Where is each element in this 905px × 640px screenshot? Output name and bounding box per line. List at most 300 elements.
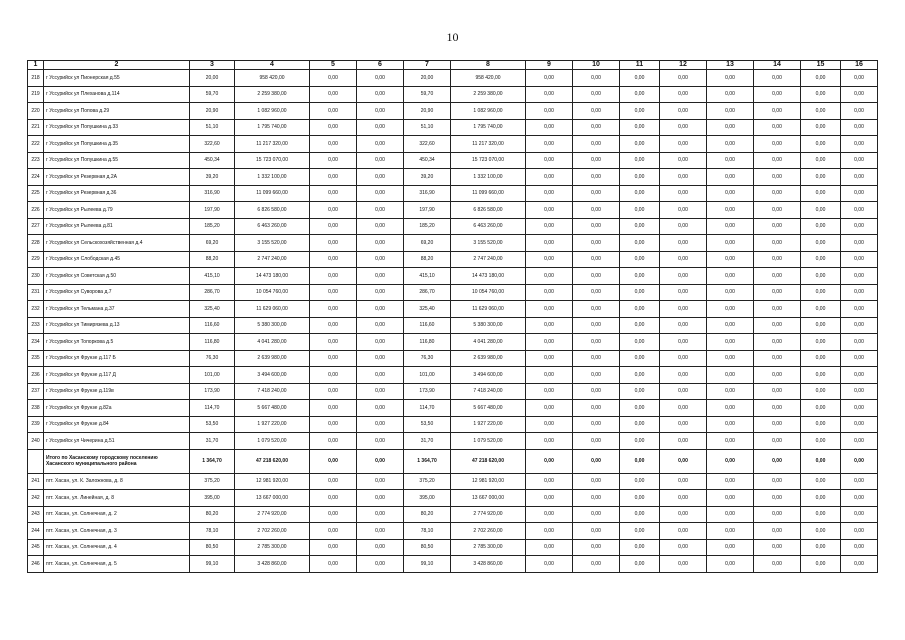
value-cell: 0,00: [754, 86, 801, 103]
value-cell: 0,00: [801, 103, 841, 120]
value-cell: 0,00: [660, 350, 707, 367]
value-cell: 0,00: [620, 490, 660, 507]
value-cell: 0,00: [754, 169, 801, 186]
value-cell: 0,00: [526, 202, 573, 219]
address-cell: г Уссурийск ул Попушкина д.55: [44, 152, 190, 169]
value-cell: 0,00: [310, 367, 357, 384]
value-cell: 0,00: [620, 103, 660, 120]
value-cell: 53,50: [190, 416, 235, 433]
col-header: 9: [526, 61, 573, 70]
value-cell: 0,00: [526, 473, 573, 490]
value-cell: 11 099 660,00: [235, 185, 310, 202]
value-cell: 0,00: [573, 449, 620, 473]
row-number-cell: 232: [28, 301, 44, 318]
value-cell: 69,20: [404, 235, 451, 252]
value-cell: 0,00: [573, 136, 620, 153]
value-cell: 0,00: [620, 367, 660, 384]
value-cell: 116,60: [404, 317, 451, 334]
value-cell: 1 795 740,00: [451, 119, 526, 136]
value-cell: 0,00: [707, 433, 754, 450]
value-cell: 0,00: [526, 350, 573, 367]
value-cell: 0,00: [707, 383, 754, 400]
value-cell: 0,00: [573, 235, 620, 252]
value-cell: 0,00: [801, 449, 841, 473]
subtotal-row: [28, 449, 878, 473]
value-cell: 0,00: [620, 185, 660, 202]
table-body: [28, 70, 878, 573]
col-header: 7: [404, 61, 451, 70]
value-cell: 0,00: [660, 556, 707, 573]
value-cell: 0,00: [310, 506, 357, 523]
value-cell: 0,00: [660, 473, 707, 490]
col-header: 16: [841, 61, 878, 70]
value-cell: 0,00: [310, 119, 357, 136]
value-cell: 2 785 300,00: [235, 539, 310, 556]
value-cell: 0,00: [841, 169, 878, 186]
value-cell: 0,00: [310, 251, 357, 268]
value-cell: 395,00: [404, 490, 451, 507]
value-cell: 0,00: [310, 169, 357, 186]
value-cell: 0,00: [573, 169, 620, 186]
value-cell: 0,00: [841, 506, 878, 523]
value-cell: 47 218 620,00: [451, 449, 526, 473]
value-cell: 0,00: [801, 383, 841, 400]
value-cell: 0,00: [310, 317, 357, 334]
value-cell: 11 217 320,00: [451, 136, 526, 153]
table-row: [28, 400, 878, 417]
address-cell: г Уссурийск ул Фрунзе д.82а: [44, 400, 190, 417]
value-cell: 0,00: [526, 185, 573, 202]
value-cell: 0,00: [310, 350, 357, 367]
col-header: 13: [707, 61, 754, 70]
value-cell: 3 494 600,00: [451, 367, 526, 384]
value-cell: 0,00: [754, 539, 801, 556]
address-cell: г Уссурийск ул Сельскохозяйственная д.4: [44, 235, 190, 252]
value-cell: 0,00: [754, 523, 801, 540]
table-row: [28, 506, 878, 523]
value-cell: 0,00: [754, 490, 801, 507]
table-row: [28, 317, 878, 334]
value-cell: 0,00: [310, 86, 357, 103]
value-cell: 0,00: [357, 103, 404, 120]
value-cell: 3 494 600,00: [235, 367, 310, 384]
col-header: 10: [573, 61, 620, 70]
value-cell: 0,00: [707, 103, 754, 120]
value-cell: 0,00: [841, 383, 878, 400]
value-cell: 12 981 920,00: [451, 473, 526, 490]
value-cell: 0,00: [707, 169, 754, 186]
value-cell: 0,00: [573, 556, 620, 573]
table-row: [28, 86, 878, 103]
table-row: [28, 185, 878, 202]
value-cell: 10 054 760,00: [451, 284, 526, 301]
row-number-cell: 236: [28, 367, 44, 384]
value-cell: 1 332 100,00: [451, 169, 526, 186]
value-cell: 0,00: [357, 301, 404, 318]
table-row: [28, 152, 878, 169]
row-number-cell: 237: [28, 383, 44, 400]
value-cell: 0,00: [357, 350, 404, 367]
table-row: [28, 367, 878, 384]
value-cell: 0,00: [841, 103, 878, 120]
value-cell: 0,00: [357, 367, 404, 384]
value-cell: 0,00: [660, 235, 707, 252]
value-cell: 1 927 220,00: [235, 416, 310, 433]
row-number-cell: 246: [28, 556, 44, 573]
value-cell: 0,00: [310, 152, 357, 169]
value-cell: 0,00: [526, 301, 573, 318]
value-cell: 958 420,00: [451, 70, 526, 87]
row-number-cell: 243: [28, 506, 44, 523]
value-cell: 0,00: [620, 449, 660, 473]
value-cell: 0,00: [526, 119, 573, 136]
value-cell: 0,00: [754, 506, 801, 523]
value-cell: 0,00: [841, 218, 878, 235]
value-cell: 4 041 280,00: [235, 334, 310, 351]
value-cell: 0,00: [754, 268, 801, 285]
value-cell: 20,90: [404, 103, 451, 120]
value-cell: 0,00: [754, 136, 801, 153]
value-cell: 2 259 380,00: [235, 86, 310, 103]
value-cell: 0,00: [573, 490, 620, 507]
value-cell: 0,00: [357, 218, 404, 235]
value-cell: 0,00: [660, 251, 707, 268]
value-cell: 0,00: [310, 301, 357, 318]
value-cell: 0,00: [526, 506, 573, 523]
value-cell: 0,00: [573, 70, 620, 87]
value-cell: 0,00: [841, 556, 878, 573]
row-number-cell: 241: [28, 473, 44, 490]
value-cell: 0,00: [801, 218, 841, 235]
value-cell: 0,00: [526, 334, 573, 351]
value-cell: 0,00: [357, 416, 404, 433]
row-number-cell: 223: [28, 152, 44, 169]
row-number-cell: 231: [28, 284, 44, 301]
value-cell: 0,00: [801, 350, 841, 367]
value-cell: 0,00: [841, 119, 878, 136]
value-cell: 0,00: [841, 251, 878, 268]
value-cell: 0,00: [841, 523, 878, 540]
value-cell: 0,00: [841, 400, 878, 417]
row-number-cell: 230: [28, 268, 44, 285]
value-cell: 0,00: [754, 367, 801, 384]
value-cell: 116,80: [190, 334, 235, 351]
col-header: 15: [801, 61, 841, 70]
value-cell: 88,20: [404, 251, 451, 268]
value-cell: 0,00: [801, 235, 841, 252]
value-cell: 20,00: [190, 70, 235, 87]
table-row: [28, 251, 878, 268]
value-cell: 0,00: [357, 334, 404, 351]
value-cell: 3 155 520,00: [235, 235, 310, 252]
value-cell: 0,00: [754, 218, 801, 235]
value-cell: 286,70: [404, 284, 451, 301]
value-cell: 0,00: [841, 301, 878, 318]
value-cell: 0,00: [620, 218, 660, 235]
value-cell: 0,00: [526, 449, 573, 473]
value-cell: 0,00: [801, 152, 841, 169]
value-cell: 0,00: [620, 317, 660, 334]
value-cell: 0,00: [754, 556, 801, 573]
value-cell: 0,00: [707, 490, 754, 507]
value-cell: 0,00: [660, 367, 707, 384]
value-cell: 0,00: [707, 284, 754, 301]
value-cell: 0,00: [310, 70, 357, 87]
value-cell: 5 667 480,00: [451, 400, 526, 417]
value-cell: 0,00: [660, 202, 707, 219]
value-cell: 20,00: [404, 70, 451, 87]
address-cell: пгт. Хасан, ул. Линейная, д. 8: [44, 490, 190, 507]
value-cell: 14 473 180,00: [235, 268, 310, 285]
value-cell: 0,00: [573, 284, 620, 301]
value-cell: 0,00: [573, 301, 620, 318]
value-cell: 0,00: [310, 433, 357, 450]
value-cell: 0,00: [357, 251, 404, 268]
value-cell: 0,00: [573, 317, 620, 334]
value-cell: 0,00: [707, 251, 754, 268]
address-cell: пгт. Хасан, ул. К. Заложнова, д. 8: [44, 473, 190, 490]
value-cell: 0,00: [526, 433, 573, 450]
value-cell: 0,00: [526, 235, 573, 252]
value-cell: 0,00: [310, 185, 357, 202]
value-cell: 0,00: [754, 284, 801, 301]
value-cell: 0,00: [841, 185, 878, 202]
value-cell: 0,00: [620, 416, 660, 433]
value-cell: 0,00: [801, 433, 841, 450]
value-cell: 0,00: [573, 268, 620, 285]
value-cell: 1 927 220,00: [451, 416, 526, 433]
value-cell: 0,00: [526, 523, 573, 540]
value-cell: 51,10: [190, 119, 235, 136]
value-cell: 0,00: [526, 251, 573, 268]
value-cell: 0,00: [573, 400, 620, 417]
value-cell: 0,00: [841, 473, 878, 490]
value-cell: 114,70: [190, 400, 235, 417]
value-cell: 80,20: [404, 506, 451, 523]
value-cell: 0,00: [707, 367, 754, 384]
value-cell: 0,00: [707, 185, 754, 202]
value-cell: 0,00: [310, 490, 357, 507]
value-cell: 0,00: [620, 70, 660, 87]
col-header: 3: [190, 61, 235, 70]
value-cell: 76,30: [404, 350, 451, 367]
table-row: [28, 268, 878, 285]
value-cell: 0,00: [357, 473, 404, 490]
value-cell: 0,00: [357, 556, 404, 573]
value-cell: 11 629 060,00: [235, 301, 310, 318]
value-cell: 0,00: [754, 202, 801, 219]
address-cell: г Уссурийск ул Попушкина д.35: [44, 136, 190, 153]
value-cell: 415,10: [404, 268, 451, 285]
value-cell: 0,00: [573, 433, 620, 450]
address-cell: г Уссурийск ул Резервная д.36: [44, 185, 190, 202]
value-cell: 0,00: [620, 169, 660, 186]
table-row: [28, 539, 878, 556]
value-cell: 0,00: [660, 490, 707, 507]
col-header: 4: [235, 61, 310, 70]
header-row: [28, 61, 878, 70]
value-cell: 5 380 300,00: [235, 317, 310, 334]
value-cell: 0,00: [573, 185, 620, 202]
value-cell: 2 259 380,00: [451, 86, 526, 103]
col-header: 8: [451, 61, 526, 70]
value-cell: 11 099 660,00: [451, 185, 526, 202]
value-cell: 3 428 860,00: [235, 556, 310, 573]
value-cell: 0,00: [707, 235, 754, 252]
value-cell: 0,00: [707, 152, 754, 169]
value-cell: 0,00: [526, 284, 573, 301]
value-cell: 2 774 920,00: [235, 506, 310, 523]
value-cell: 197,90: [190, 202, 235, 219]
row-number-cell: 239: [28, 416, 44, 433]
value-cell: 1 082 960,00: [235, 103, 310, 120]
row-number-cell: 234: [28, 334, 44, 351]
col-header: 5: [310, 61, 357, 70]
address-cell: пгт. Хасан, ул. Солнечная, д. 3: [44, 523, 190, 540]
value-cell: 39,20: [404, 169, 451, 186]
value-cell: 0,00: [660, 70, 707, 87]
value-cell: 0,00: [660, 152, 707, 169]
value-cell: 53,50: [404, 416, 451, 433]
address-cell: г Уссурийск ул Советская д.50: [44, 268, 190, 285]
value-cell: 185,20: [190, 218, 235, 235]
value-cell: 325,40: [404, 301, 451, 318]
value-cell: 0,00: [754, 433, 801, 450]
row-number-cell: 229: [28, 251, 44, 268]
value-cell: 0,00: [526, 169, 573, 186]
value-cell: 0,00: [310, 416, 357, 433]
value-cell: 0,00: [573, 202, 620, 219]
value-cell: 0,00: [707, 119, 754, 136]
value-cell: 0,00: [754, 235, 801, 252]
value-cell: 101,00: [404, 367, 451, 384]
value-cell: 0,00: [660, 506, 707, 523]
value-cell: 12 981 920,00: [235, 473, 310, 490]
value-cell: 0,00: [620, 334, 660, 351]
value-cell: 0,00: [660, 284, 707, 301]
value-cell: 0,00: [754, 416, 801, 433]
value-cell: 101,00: [190, 367, 235, 384]
value-cell: 116,80: [404, 334, 451, 351]
value-cell: 0,00: [573, 251, 620, 268]
value-cell: 0,00: [660, 416, 707, 433]
table-row: [28, 119, 878, 136]
value-cell: 0,00: [573, 539, 620, 556]
row-number-cell: 227: [28, 218, 44, 235]
value-cell: 286,70: [190, 284, 235, 301]
value-cell: 0,00: [526, 136, 573, 153]
col-header: 6: [357, 61, 404, 70]
value-cell: 0,00: [707, 136, 754, 153]
value-cell: 0,00: [801, 490, 841, 507]
value-cell: 2 702 260,00: [451, 523, 526, 540]
row-number-cell: 218: [28, 70, 44, 87]
table-row: [28, 350, 878, 367]
value-cell: 0,00: [526, 103, 573, 120]
value-cell: 375,20: [190, 473, 235, 490]
value-cell: 6 463 260,00: [235, 218, 310, 235]
value-cell: 0,00: [707, 334, 754, 351]
address-cell: г Уссурийск ул Фрунзе д.117 Д: [44, 367, 190, 384]
value-cell: 0,00: [801, 334, 841, 351]
value-cell: 0,00: [526, 539, 573, 556]
value-cell: 1 079 520,00: [451, 433, 526, 450]
address-cell: г Уссурийск ул Фрунзе д.117 Б: [44, 350, 190, 367]
value-cell: 0,00: [357, 400, 404, 417]
value-cell: 0,00: [660, 301, 707, 318]
value-cell: 0,00: [573, 416, 620, 433]
value-cell: 0,00: [660, 103, 707, 120]
value-cell: 0,00: [707, 202, 754, 219]
table-row: [28, 473, 878, 490]
value-cell: 6 826 580,00: [235, 202, 310, 219]
value-cell: 0,00: [573, 119, 620, 136]
value-cell: 0,00: [841, 235, 878, 252]
value-cell: 6 463 260,00: [451, 218, 526, 235]
address-cell: г Уссурийск ул Попушкина д.33: [44, 119, 190, 136]
value-cell: 0,00: [660, 523, 707, 540]
col-header: 1: [28, 61, 44, 70]
value-cell: 0,00: [357, 490, 404, 507]
value-cell: 0,00: [357, 506, 404, 523]
value-cell: 0,00: [707, 218, 754, 235]
address-cell: г Уссурийск ул Резервная д.2А: [44, 169, 190, 186]
value-cell: 0,00: [620, 556, 660, 573]
table-row: [28, 334, 878, 351]
value-cell: 0,00: [357, 70, 404, 87]
value-cell: 0,00: [707, 556, 754, 573]
value-cell: 0,00: [620, 119, 660, 136]
value-cell: 0,00: [310, 218, 357, 235]
value-cell: 0,00: [754, 152, 801, 169]
value-cell: 0,00: [707, 523, 754, 540]
value-cell: 0,00: [660, 136, 707, 153]
value-cell: 0,00: [754, 383, 801, 400]
value-cell: 0,00: [801, 86, 841, 103]
value-cell: 316,90: [404, 185, 451, 202]
value-cell: 0,00: [526, 152, 573, 169]
row-number-cell: 228: [28, 235, 44, 252]
value-cell: 0,00: [801, 268, 841, 285]
address-cell: пгт. Хасан, ул. Солнечная, д. 4: [44, 539, 190, 556]
table-row: [28, 169, 878, 186]
value-cell: 0,00: [310, 383, 357, 400]
value-cell: 31,70: [404, 433, 451, 450]
value-cell: 99,10: [190, 556, 235, 573]
value-cell: 0,00: [841, 334, 878, 351]
value-cell: 76,30: [190, 350, 235, 367]
value-cell: 0,00: [660, 334, 707, 351]
value-cell: 395,00: [190, 490, 235, 507]
value-cell: 0,00: [801, 506, 841, 523]
value-cell: 0,00: [660, 119, 707, 136]
value-cell: 0,00: [801, 539, 841, 556]
value-cell: 0,00: [357, 539, 404, 556]
value-cell: 0,00: [357, 202, 404, 219]
value-cell: 10 054 760,00: [235, 284, 310, 301]
value-cell: 0,00: [660, 539, 707, 556]
table-row: [28, 218, 878, 235]
value-cell: 0,00: [357, 235, 404, 252]
value-cell: 0,00: [754, 334, 801, 351]
value-cell: 0,00: [754, 449, 801, 473]
value-cell: 0,00: [310, 268, 357, 285]
value-cell: 0,00: [526, 218, 573, 235]
value-cell: 0,00: [620, 136, 660, 153]
value-cell: 0,00: [841, 136, 878, 153]
value-cell: 2 639 980,00: [451, 350, 526, 367]
value-cell: 88,20: [190, 251, 235, 268]
